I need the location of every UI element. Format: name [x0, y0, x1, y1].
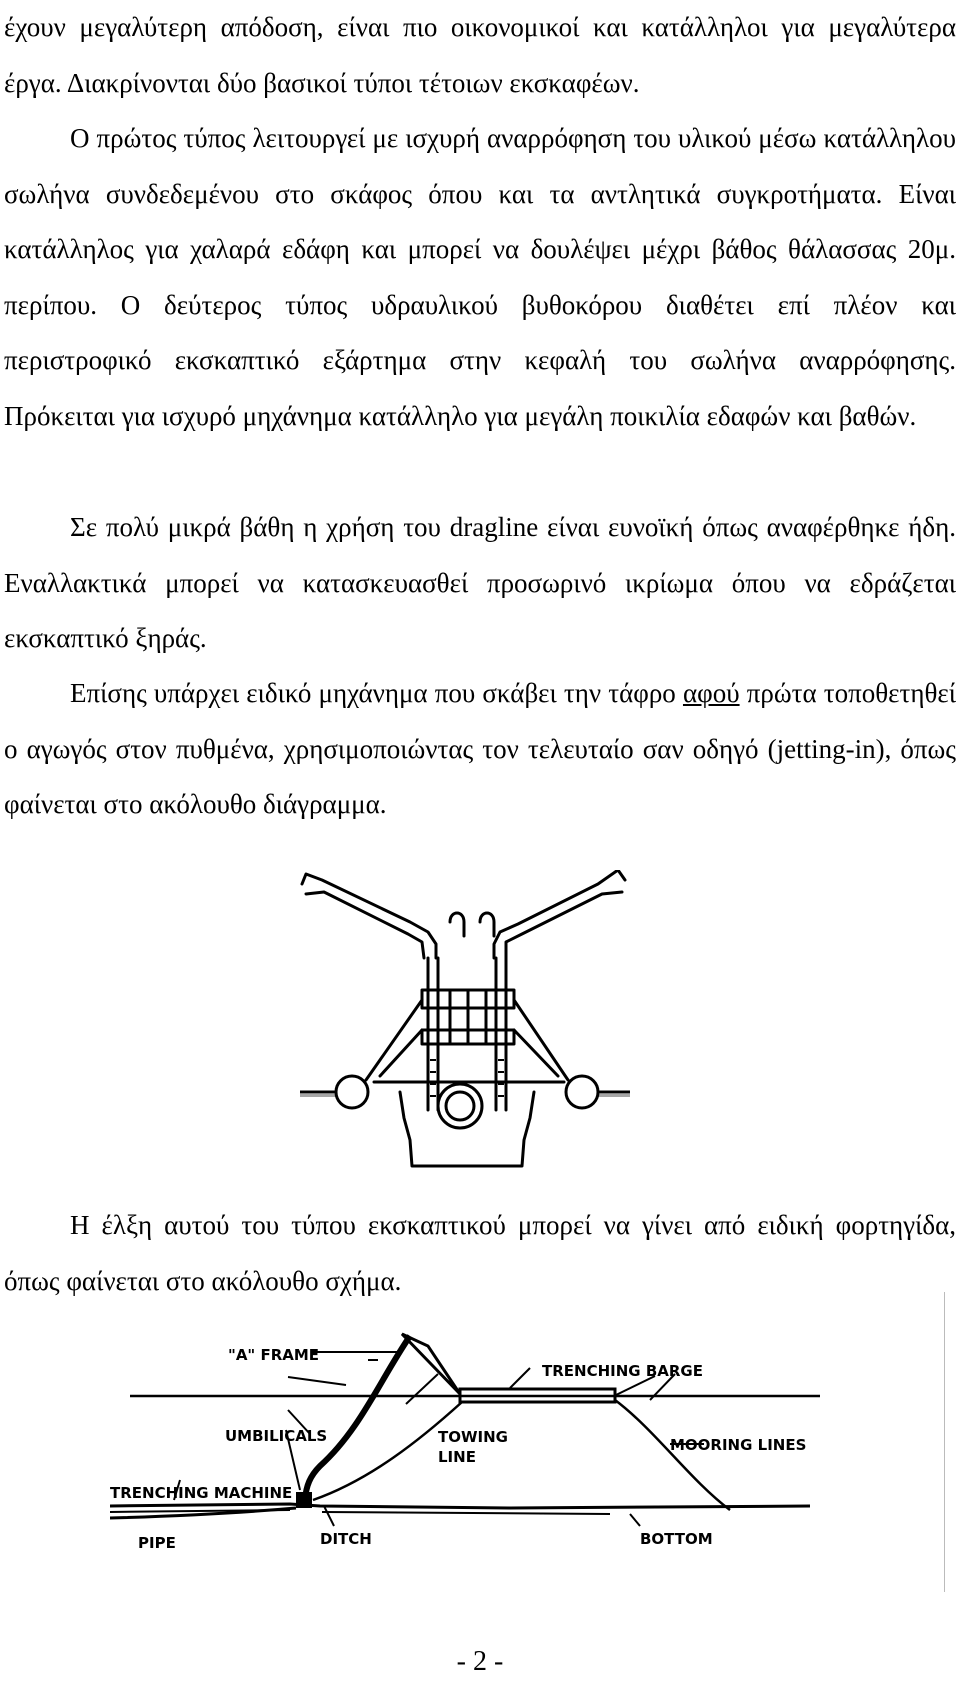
a-frame-label: "A" FRAME [228, 1346, 320, 1364]
mooring-lines-label: MOORING LINES [670, 1436, 807, 1454]
trenching-barge-label: TRENCHING BARGE [542, 1362, 703, 1380]
jetting-machine-diagram [300, 870, 630, 1190]
paragraph-4-text-b: πρώτα τοποθετηθεί ο αγωγός στον πυθμένα, χρησιμοποιώντας τον τελευταίο σαν οδηγό (jetting-in), όπως φαίνεται στο ακόλουθο διάγραμμα. [4, 678, 957, 819]
page-number: - 2 - [456, 1646, 504, 1677]
paragraph-5: Η έλξη αυτού του τύπου εκσκαπτικού μπορεί να γίνει από ειδική φορτηγίδα, όπως φαίνεται στο ακόλουθο σχήμα. [4, 1210, 956, 1296]
line-label: LINE [438, 1448, 476, 1466]
trenching-machine-label: TRENCHING MACHINE [110, 1484, 293, 1502]
umbilicals-label: UMBILICALS [225, 1427, 328, 1445]
paragraph-2: Ο πρώτος τύπος λειτουργεί με ισχυρή αναρρόφηση του υλικού μέσω κατάλληλου σωλήνα συνδεδεμένου στο σκάφος όπου και τα αντλητικά συγκροτήματα. Είναι κατάλληλος για χαλαρά εδάφη και μπορεί να δουλέψει μέχρι βάθος θάλασσας 20μ. περίπου. Ο δεύτερος τύπος υδραυλικού βυθοκόρου διαθέτει επί πλέον και περιστροφικό εκσκαπτικό εξάρτημα στην κεφαλή του σωλήνα αναρρόφησης. Πρόκειται για ισχυρό μηχάνημα κατάλληλο για μεγάλη ποικιλία εδαφών και βαθών. [4, 123, 956, 431]
underlined-word: αφού [682, 678, 740, 708]
scan-edge-line [944, 1292, 945, 1592]
paragraph-4 [4, 666, 956, 833]
towing-label: TOWING [438, 1428, 508, 1446]
ditch-label: DITCH [320, 1530, 372, 1548]
bottom-label: BOTTOM [640, 1530, 713, 1548]
paragraph-1: έχουν μεγαλύτερη απόδοση, είναι πιο οικονομικοί και κατάλληλοι για μεγαλύτερα έργα. Διακρίνονται δύο βασικοί τύποι τέτοιων εκσκαφέων. [4, 12, 956, 98]
paragraph-3: Σε πολύ μικρά βάθη η χρήση του dragline είναι ευνοϊκή όπως αναφέρθηκε ήδη. Εναλλακτικά μπορεί να κατασκευασθεί προσωρινό ικρίωμα όπου να εδράζεται εκσκαπτικό ξηράς. [4, 512, 956, 653]
pipe-label: PIPE [138, 1534, 176, 1552]
paragraph-4-text-a: Επίσης υπάρχει ειδικό μηχάνημα που σκάβει την τάφρο [70, 678, 683, 708]
towed-trencher-diagram [110, 1330, 870, 1570]
